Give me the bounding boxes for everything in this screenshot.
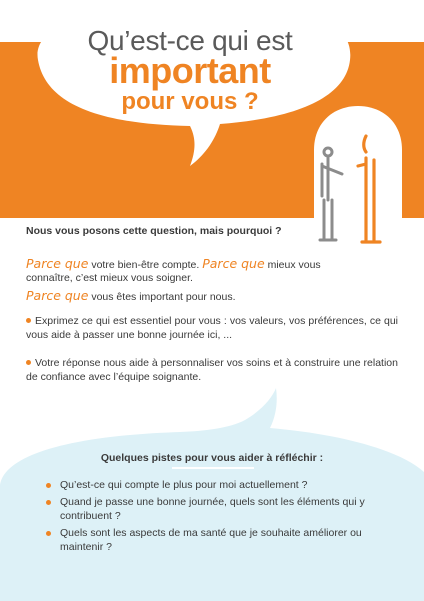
- list-item: [46, 495, 376, 523]
- because-line-2: [26, 289, 326, 304]
- paragraph-1-text: Exprimez ce qui est essentiel pour vous : vos valeurs, vos préférences, ce qui vous aide à passer une bonne journée ici, ...: [26, 315, 398, 341]
- because-script-2: Parce que: [26, 288, 89, 303]
- tip-text: Quand je passe une bonne journée, quels sont les éléments qui y contribuent ?: [60, 496, 365, 522]
- paragraph-1: [26, 314, 398, 342]
- title-line2: important: [109, 50, 271, 91]
- because-script-1b: Parce que: [202, 256, 265, 271]
- because-line-1: [26, 257, 326, 285]
- list-item: [46, 478, 376, 492]
- bullet-dot-icon: [46, 531, 51, 536]
- tip-text: Qu’est-ce qui compte le plus pour moi actuellement ?: [60, 479, 308, 491]
- because-text-1b: mieux vous connaître, c’est mieux vous soigner.: [26, 259, 321, 284]
- because-text-2: vous êtes important pour nous.: [88, 291, 236, 303]
- tips-list: [46, 478, 376, 557]
- bullet-dot-icon: [46, 483, 51, 488]
- because-script-1: Parce que: [26, 256, 89, 271]
- bullet-dot-icon: [26, 360, 31, 365]
- title-line3: pour vous ?: [121, 88, 259, 115]
- bullet-dot-icon: [26, 318, 31, 323]
- tips-title: Quelques pistes pour vous aider à réfléchir :: [100, 452, 324, 464]
- paragraph-2: [26, 356, 398, 384]
- tips-title-underline: [172, 467, 254, 469]
- bullet-dot-icon: [46, 500, 51, 505]
- tip-text: Quels sont les aspects de ma santé que je souhaite améliorer ou maintenir ?: [60, 527, 362, 553]
- title-line1: Qu’est-ce qui est: [87, 25, 293, 56]
- because-text-1: votre bien-être compte.: [88, 259, 203, 271]
- intro-question: Nous vous posons cette question, mais pourquoi ?: [26, 225, 282, 237]
- paragraph-2-text: Votre réponse nous aide à personnaliser vos soins et à construire une relation de confiance avec l’équipe soignante.: [26, 357, 398, 383]
- list-item: [46, 526, 376, 554]
